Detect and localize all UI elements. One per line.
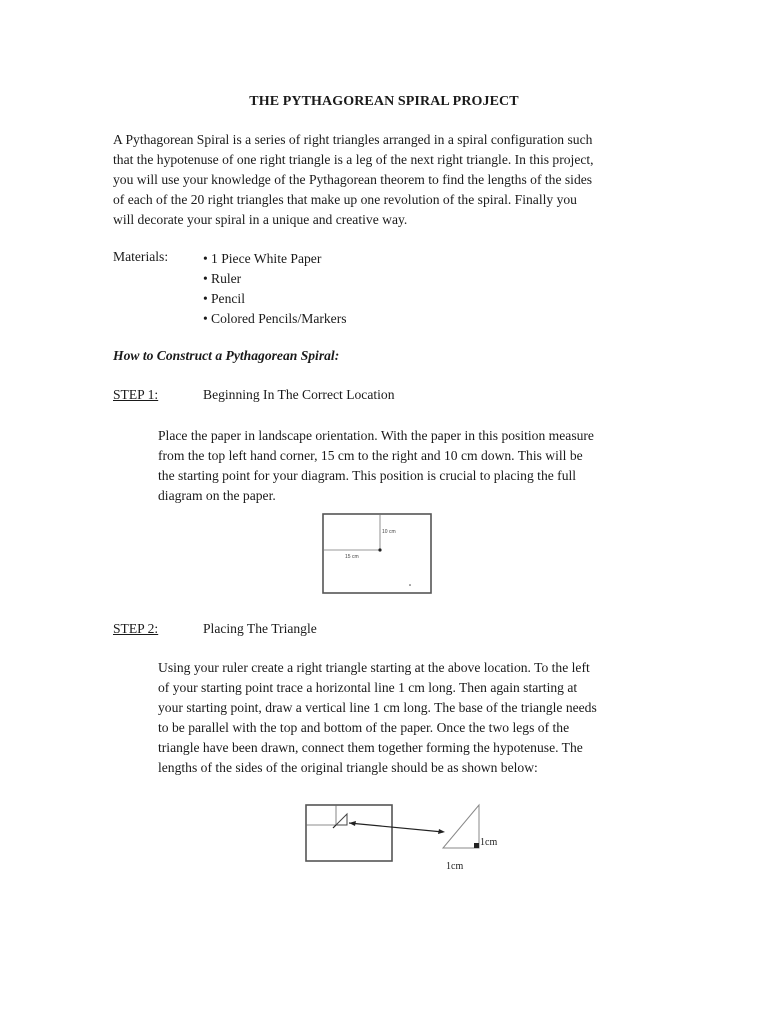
step-2-line: of your starting point trace a horizontal line 1 cm long. Then again starting at: [158, 680, 578, 695]
step-1-line: from the top left hand corner, 15 cm to the right and 10 cm down. This will be: [158, 448, 583, 463]
arrow-head-left: [349, 821, 356, 826]
step-1-body: [158, 426, 658, 506]
document-title: THE PYTHAGOREAN SPIRAL PROJECT: [249, 94, 519, 109]
intro-paragraph: [113, 130, 658, 230]
label-leg-vertical: 1cm: [480, 837, 498, 848]
label-leg-horizontal: 1cm: [446, 861, 464, 872]
materials-list: [203, 249, 347, 329]
step-1-figure: [320, 512, 434, 596]
enlarged-triangle: [443, 805, 479, 848]
intro-line: A Pythagorean Spiral is a series of right triangles arranged in a spiral configuration such: [113, 132, 593, 147]
step-2-line: to be parallel with the top and bottom of the paper. Once the two legs of the: [158, 720, 570, 735]
intro-line: will decorate your spiral in a unique and creative way.: [113, 212, 408, 227]
step-2-label: STEP 2:: [113, 621, 159, 636]
section-heading: How to Construct a Pythagorean Spiral:: [113, 348, 340, 363]
starting-point: [378, 548, 381, 551]
step-1-line: diagram on the paper.: [158, 488, 276, 503]
label-15cm: 15 cm: [345, 554, 359, 560]
step-2-line: triangle have been drawn, connect them together forming the hypotenuse. The: [158, 740, 583, 755]
materials-item: • Ruler: [203, 269, 347, 289]
step-2-line: lengths of the sides of the original triangle should be as shown below:: [158, 760, 538, 775]
step-1-line: the starting point for your diagram. This position is crucial to placing the full: [158, 468, 577, 483]
materials-item: • Colored Pencils/Markers: [203, 309, 347, 329]
intro-line: you will use your knowledge of the Pythagorean theorem to find the lengths of the sides: [113, 172, 593, 187]
step-1-line: Place the paper in landscape orientation. With the paper in this position measure: [158, 428, 594, 443]
step-2-figure: [303, 800, 503, 876]
start-marker: [333, 825, 336, 828]
materials-item: • 1 Piece White Paper: [203, 249, 347, 269]
intro-line: that the hypotenuse of one right triangle is a leg of the next right triangle. In this project,: [113, 152, 594, 167]
step-1-label: STEP 1:: [113, 387, 159, 402]
paper-outline: [323, 514, 431, 593]
right-angle-mark: [474, 843, 479, 848]
step-2-line: your starting point, draw a vertical line 1 cm long. The base of the triangle needs: [158, 700, 597, 715]
step-1-title: Beginning In The Correct Location: [203, 387, 395, 402]
intro-line: of each of the 20 right triangles that make up one revolution of the spiral. Finally you: [113, 192, 577, 207]
paper-outline: [306, 805, 392, 861]
pointer-arrow: [349, 823, 443, 832]
paper-dot: [409, 584, 411, 586]
arrow-head-right: [438, 829, 445, 834]
label-10cm: 10 cm: [382, 529, 396, 535]
small-triangle: [336, 814, 347, 825]
step-2-title: Placing The Triangle: [203, 621, 317, 636]
step-2-line: Using your ruler create a right triangle starting at the above location. To the left: [158, 660, 590, 675]
step-2-body: [158, 658, 658, 778]
materials-item: • Pencil: [203, 289, 347, 309]
materials-label: Materials:: [113, 249, 169, 264]
